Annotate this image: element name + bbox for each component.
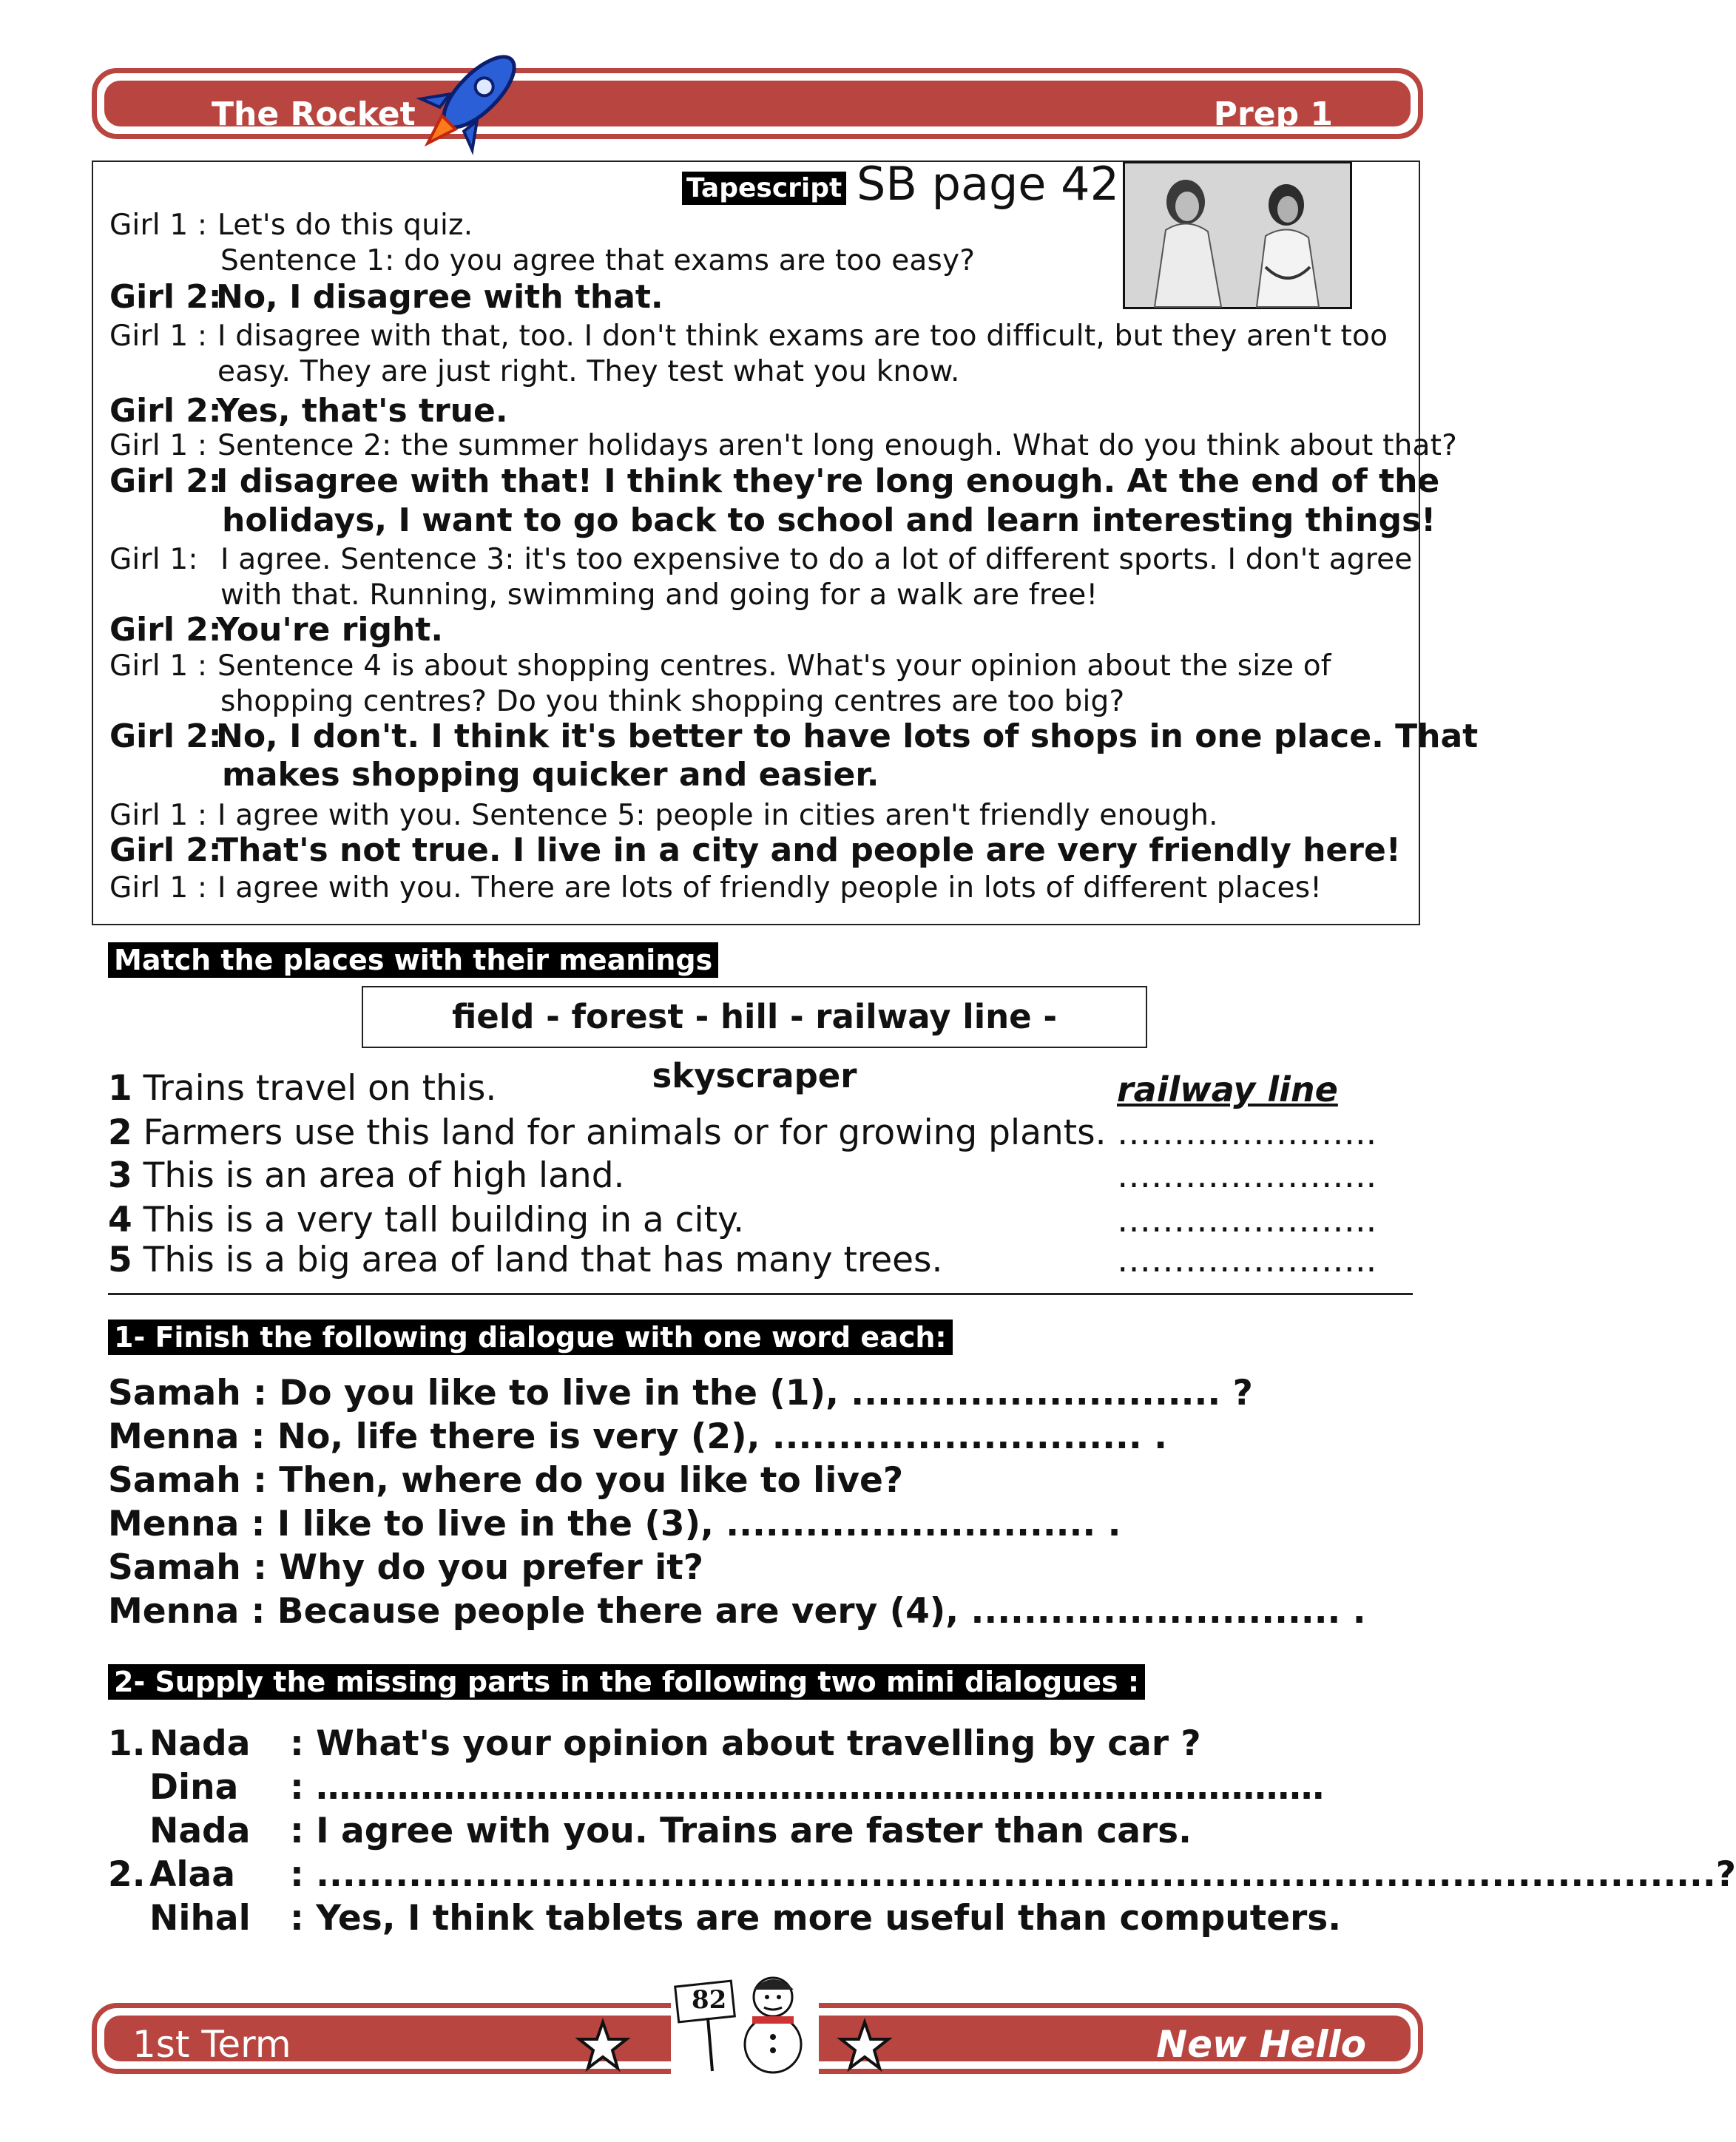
tapescript-text: I disagree with that, too. I don't think exams are too difficult, but they aren't too xyxy=(217,320,1388,353)
answer-blank[interactable]: ………………….. xyxy=(1117,1200,1377,1240)
page-number: 82 xyxy=(692,1985,727,2015)
speaker-label: Girl 1 : xyxy=(109,429,208,462)
speaker-label: Girl 2: xyxy=(109,831,222,869)
girls-illustration xyxy=(1125,163,1350,307)
tapescript-text: You're right. xyxy=(216,611,444,649)
speaker-label: Girl 1: xyxy=(109,543,198,576)
dialogue2-number: 2. xyxy=(108,1854,146,1895)
rocket-icon xyxy=(408,37,534,163)
speaker-label: Girl 2: xyxy=(109,462,222,500)
tapescript-text: holidays, I want to go back to school and learn interesting things! xyxy=(222,501,1436,539)
section-divider xyxy=(108,1293,1413,1295)
star-icon xyxy=(839,2019,891,2071)
dialogue2-text: : I agree with you. Trains are faster than cars. xyxy=(290,1811,1192,1851)
match-item-number: 1 xyxy=(108,1068,132,1109)
word-bank: field - forest - hill - railway line - skyscraper xyxy=(362,986,1147,1048)
dialogue2-speaker: Nihal xyxy=(149,1898,251,1939)
dialogue2-number: 1. xyxy=(108,1723,146,1764)
match-item xyxy=(108,1068,496,1109)
dialogue1-line: Samah : Why do you prefer it? xyxy=(108,1547,703,1588)
girls-photo xyxy=(1123,161,1352,309)
tapescript-text: I agree. Sentence 3: it's too expensive to do a lot of different sports. I don't agree xyxy=(220,543,1413,576)
match-item-number: 5 xyxy=(108,1240,132,1280)
dialogue2-speaker: Alaa xyxy=(149,1854,235,1895)
dialogue1-line[interactable]: Samah : Do you like to live in the (1), ............................ ? xyxy=(108,1373,1253,1413)
speaker-label: Girl 1 : xyxy=(109,209,208,242)
match-item-text: This is an area of high land. xyxy=(143,1155,625,1196)
example-answer: railway line xyxy=(1117,1070,1338,1109)
star-icon xyxy=(577,2019,629,2071)
tapescript-text: Sentence 1: do you agree that exams are too easy? xyxy=(220,244,976,277)
dialogue2-text[interactable]: : …………………………………………………………………………… xyxy=(290,1767,1325,1808)
tapescript-text: I disagree with that! I think they're long enough. At the end of the xyxy=(216,462,1440,500)
grade-label: Prep 1 xyxy=(1213,95,1333,133)
match-item xyxy=(108,1240,942,1280)
speaker-label: Girl 2: xyxy=(109,611,222,649)
match-heading: Match the places with their meanings xyxy=(108,942,718,978)
tapescript-text: I agree with you. Sentence 5: people in cities aren't friendly enough. xyxy=(217,799,1218,832)
match-item xyxy=(108,1112,1107,1153)
tapescript-text: Sentence 2: the summer holidays aren't long enough. What do you think about that? xyxy=(217,429,1458,462)
dialogue2-speaker: Dina xyxy=(149,1767,239,1808)
header-banner xyxy=(92,68,1423,139)
tapescript-text: easy. They are just right. They test what you know. xyxy=(217,355,960,388)
dialogue2-text[interactable]: : ..........................................................................................................? xyxy=(290,1854,1736,1895)
speaker-label: Girl 1 : xyxy=(109,871,208,905)
tapescript-text: Sentence 4 is about shopping centres. What's your opinion about the size of xyxy=(217,649,1331,683)
term-label: 1st Term xyxy=(132,2023,291,2066)
answer-blank[interactable]: ………………….. xyxy=(1117,1240,1377,1280)
dialogue1-line[interactable]: Menna : I like to live in the (3), ............................ . xyxy=(108,1504,1121,1544)
match-item-number: 2 xyxy=(108,1112,132,1153)
tapescript-text: No, I disagree with that. xyxy=(216,278,663,316)
match-item-number: 3 xyxy=(108,1155,132,1196)
tapescript-text: makes shopping quicker and easier. xyxy=(222,756,879,794)
dialogue1-line[interactable]: Menna : No, life there is very (2), ............................ . xyxy=(108,1416,1167,1457)
match-item xyxy=(108,1155,624,1196)
dialogue1-line: Samah : Then, where do you like to live? xyxy=(108,1460,904,1501)
dialogue2-speaker: Nada xyxy=(149,1723,251,1764)
speaker-label: Girl 1 : xyxy=(109,649,208,683)
answer-blank[interactable]: ………………….. xyxy=(1117,1155,1377,1195)
dialogue2-heading: 2- Supply the missing parts in the following two mini dialogues : xyxy=(108,1664,1145,1700)
match-item-text: Trains travel on this. xyxy=(143,1068,497,1109)
dialogue2-text: : What's your opinion about travelling by car ? xyxy=(290,1723,1201,1764)
match-item-number: 4 xyxy=(108,1200,132,1240)
match-item-text: This is a big area of land that has many trees. xyxy=(143,1240,943,1280)
tapescript-text: I agree with you. There are lots of friendly people in lots of different places! xyxy=(217,871,1323,905)
match-item-text: This is a very tall building in a city. xyxy=(143,1200,745,1240)
tapescript-text: with that. Running, swimming and going for a walk are free! xyxy=(220,578,1098,612)
match-item-text: Farmers use this land for animals or for growing plants. xyxy=(143,1112,1107,1153)
dialogue1-heading: 1- Finish the following dialogue with one word each: xyxy=(108,1320,953,1355)
answer-blank[interactable]: ………………….. xyxy=(1117,1112,1377,1152)
speaker-label: Girl 1 : xyxy=(109,799,208,832)
tapescript-text: No, I don't. I think it's better to have lots of shops in one place. That xyxy=(216,717,1479,755)
book-title: The Rocket xyxy=(212,95,416,133)
series-label: New Hello xyxy=(1156,2023,1366,2066)
sb-page-reference: SB page 42 xyxy=(857,157,1120,211)
dialogue1-line[interactable]: Menna : Because people there are very (4), ............................ . xyxy=(108,1591,1366,1632)
speaker-label: Girl 2: xyxy=(109,392,222,430)
tapescript-text: Let's do this quiz. xyxy=(217,209,473,242)
match-item xyxy=(108,1200,744,1240)
tapescript-text: shopping centres? Do you think shopping centres are too big? xyxy=(220,685,1125,718)
speaker-label: Girl 2: xyxy=(109,717,222,755)
snowman-icon xyxy=(671,1967,819,2078)
speaker-label: Girl 1 : xyxy=(109,320,208,353)
dialogue2-speaker: Nada xyxy=(149,1811,251,1851)
tapescript-text: That's not true. I live in a city and people are very friendly here! xyxy=(216,831,1401,869)
dialogue2-text: : Yes, I think tablets are more useful than computers. xyxy=(290,1898,1342,1939)
tapescript-text: Yes, that's true. xyxy=(216,392,508,430)
speaker-label: Girl 2: xyxy=(109,278,222,316)
page-number-tile xyxy=(671,1967,819,2078)
header-banner-fill xyxy=(104,81,1411,133)
tapescript-label: Tapescript xyxy=(682,172,846,205)
